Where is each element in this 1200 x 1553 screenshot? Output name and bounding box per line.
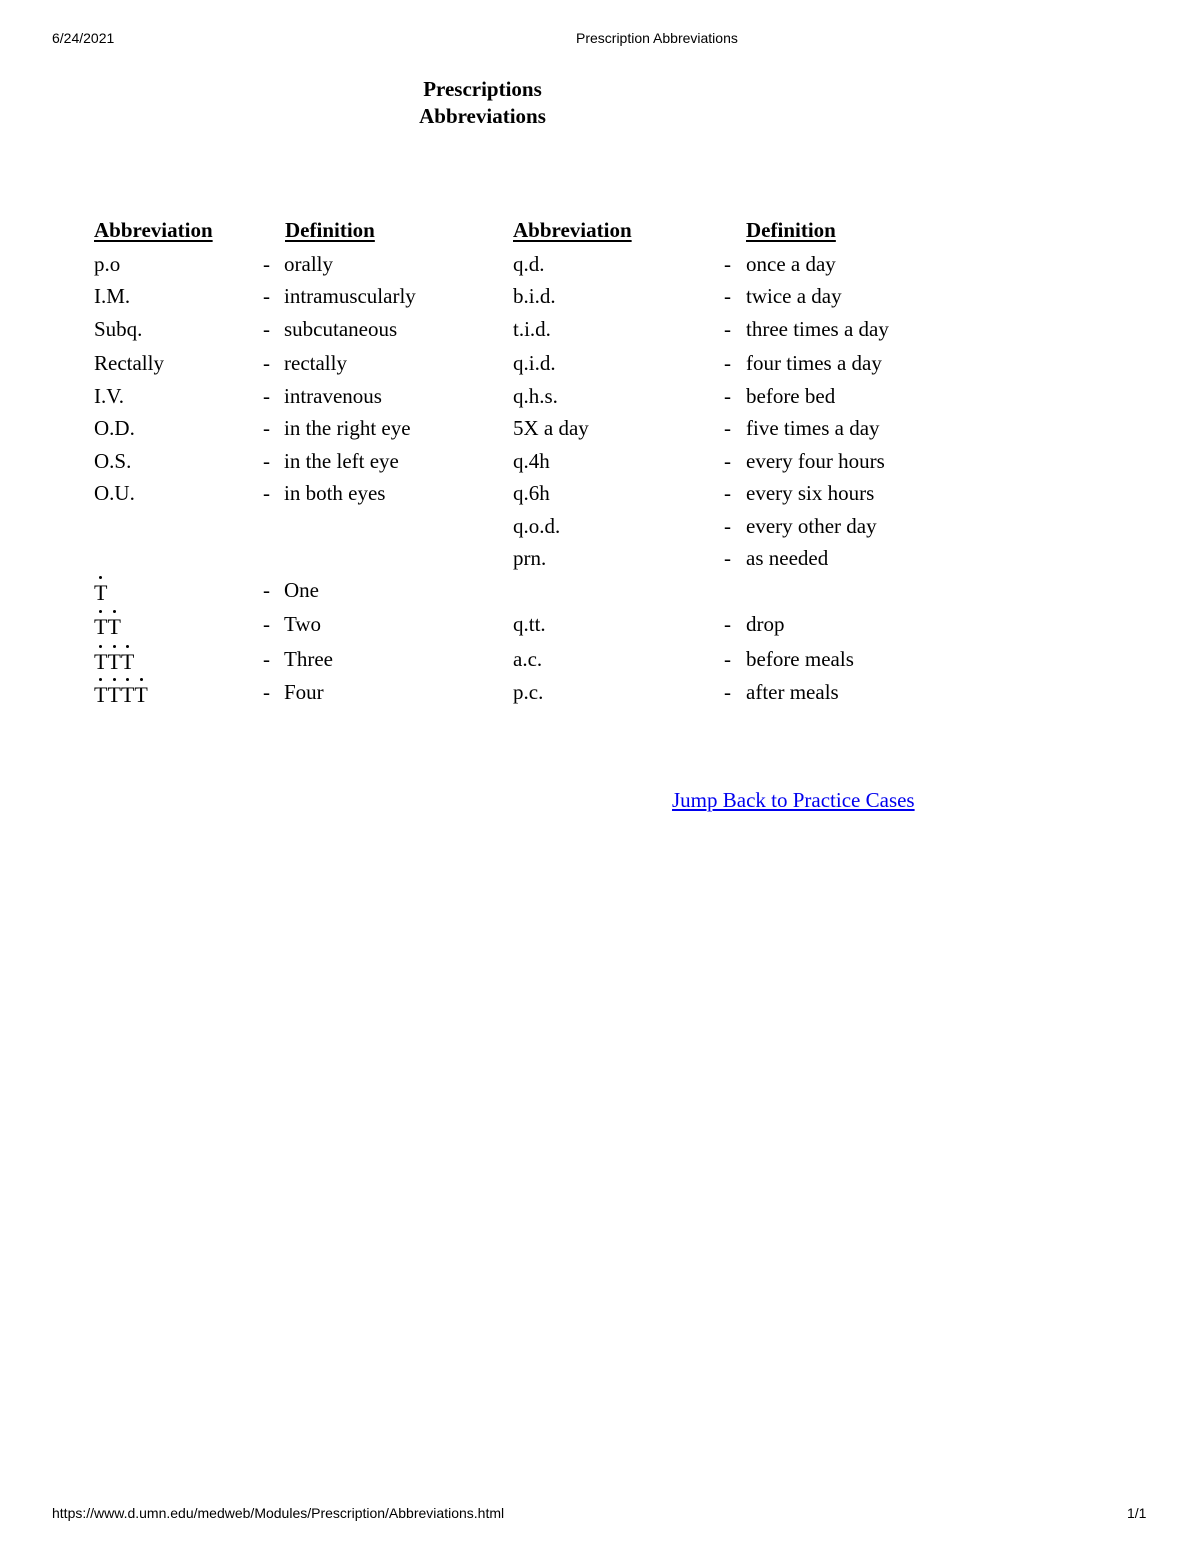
separator-dash: - [263, 647, 270, 671]
right-abbr-cell: q.6h [513, 481, 550, 505]
right-def-cell: every other day [746, 514, 877, 538]
tally-t-glyph: T [120, 649, 135, 674]
tally-t-glyph: T [107, 682, 121, 707]
right-def-cell: before bed [746, 384, 836, 408]
right-def-cell: before meals [746, 647, 854, 671]
separator-dash: - [263, 416, 270, 440]
separator-dash: - [263, 680, 270, 704]
tally-def-cell: One [284, 578, 319, 602]
left-abbr-cell: I.M. [94, 284, 131, 308]
separator-dash: - [724, 317, 731, 341]
right-abbr-cell: q.tt. [513, 612, 546, 636]
right-abbr-cell: a.c. [513, 647, 543, 671]
left-abbr-cell: O.D. [94, 416, 135, 440]
tally-t-one [94, 580, 107, 606]
right-abbr-cell: q.i.d. [513, 351, 556, 375]
right-abbr-cell: q.o.d. [513, 514, 561, 538]
tally-t-three [94, 649, 134, 675]
separator-dash: - [263, 351, 270, 375]
tally-t-glyph: T [120, 682, 135, 707]
header-abbreviation-right: Abbreviation [513, 218, 632, 242]
tally-t-glyph: T [107, 614, 121, 639]
right-def-cell: four times a day [746, 351, 882, 375]
right-def-cell: as needed [746, 546, 829, 570]
tally-t-glyph: T [94, 649, 108, 674]
left-def-cell: in the right eye [284, 416, 411, 440]
header-definition-left: Definition [285, 218, 375, 242]
separator-dash: - [724, 384, 731, 408]
tally-def-cell: Four [284, 680, 324, 704]
right-def-cell: drop [746, 612, 785, 636]
separator-dash: - [263, 449, 270, 473]
tally-t-glyph: T [134, 682, 148, 707]
tally-t-two [94, 614, 121, 640]
separator-dash: - [263, 578, 270, 602]
left-abbr-cell: O.U. [94, 481, 135, 505]
separator-dash: - [263, 317, 270, 341]
print-page-number: 1/1 [1127, 1505, 1147, 1521]
right-def-cell: every four hours [746, 449, 885, 473]
right-def-cell: once a day [746, 252, 836, 276]
title-line-1: Prescriptions [423, 77, 542, 101]
right-def-cell: three times a day [746, 317, 889, 341]
right-abbr-cell: t.i.d. [513, 317, 551, 341]
separator-dash: - [724, 284, 731, 308]
left-def-cell: orally [284, 252, 333, 276]
separator-dash: - [724, 351, 731, 375]
separator-dash: - [724, 449, 731, 473]
left-def-cell: intravenous [284, 384, 382, 408]
right-def-cell: after meals [746, 680, 839, 704]
right-abbr-cell: q.h.s. [513, 384, 558, 408]
left-abbr-cell: I.V. [94, 384, 124, 408]
separator-dash: - [263, 252, 270, 276]
left-def-cell: intramuscularly [284, 284, 416, 308]
separator-dash: - [724, 514, 731, 538]
right-def-cell: five times a day [746, 416, 880, 440]
right-def-cell: twice a day [746, 284, 842, 308]
separator-dash: - [724, 612, 731, 636]
left-abbr-cell: Subq. [94, 317, 143, 341]
left-def-cell: subcutaneous [284, 317, 398, 341]
left-def-cell: rectally [284, 351, 347, 375]
right-abbr-cell: prn. [513, 546, 547, 570]
separator-dash: - [263, 384, 270, 408]
tally-t-glyph: T [107, 649, 121, 674]
separator-dash: - [263, 284, 270, 308]
print-page-title: Prescription Abbreviations [576, 30, 738, 46]
tally-t-glyph: T [94, 614, 108, 639]
right-abbr-cell: 5X a day [513, 416, 589, 440]
separator-dash: - [724, 481, 731, 505]
left-abbr-cell: Rectally [94, 351, 164, 375]
tally-def-cell: Three [284, 647, 333, 671]
print-url: https://www.d.umn.edu/medweb/Modules/Prescription/Abbreviations.html [52, 1505, 505, 1521]
print-date: 6/24/2021 [52, 30, 115, 46]
jump-back-to-practice-cases-link[interactable]: Jump Back to Practice Cases [672, 788, 915, 812]
right-abbr-cell: q.d. [513, 252, 545, 276]
left-abbr-cell: p.o [94, 252, 121, 276]
right-def-cell: every six hours [746, 481, 875, 505]
left-def-cell: in both eyes [284, 481, 386, 505]
separator-dash: - [724, 680, 731, 704]
right-abbr-cell: b.i.d. [513, 284, 556, 308]
separator-dash: - [724, 252, 731, 276]
tally-t-glyph: T [94, 580, 108, 605]
separator-dash: - [724, 546, 731, 570]
separator-dash: - [263, 481, 270, 505]
header-definition-right: Definition [746, 218, 836, 242]
left-abbr-cell: O.S. [94, 449, 132, 473]
separator-dash: - [724, 416, 731, 440]
header-abbreviation-left: Abbreviation [94, 218, 213, 242]
title-line-2: Abbreviations [419, 104, 546, 128]
right-abbr-cell: p.c. [513, 680, 544, 704]
tally-t-four [94, 682, 148, 708]
tally-def-cell: Two [284, 612, 322, 636]
separator-dash: - [263, 612, 270, 636]
page-title [300, 76, 665, 130]
separator-dash: - [724, 647, 731, 671]
tally-t-glyph: T [94, 682, 108, 707]
left-def-cell: in the left eye [284, 449, 399, 473]
right-abbr-cell: q.4h [513, 449, 550, 473]
